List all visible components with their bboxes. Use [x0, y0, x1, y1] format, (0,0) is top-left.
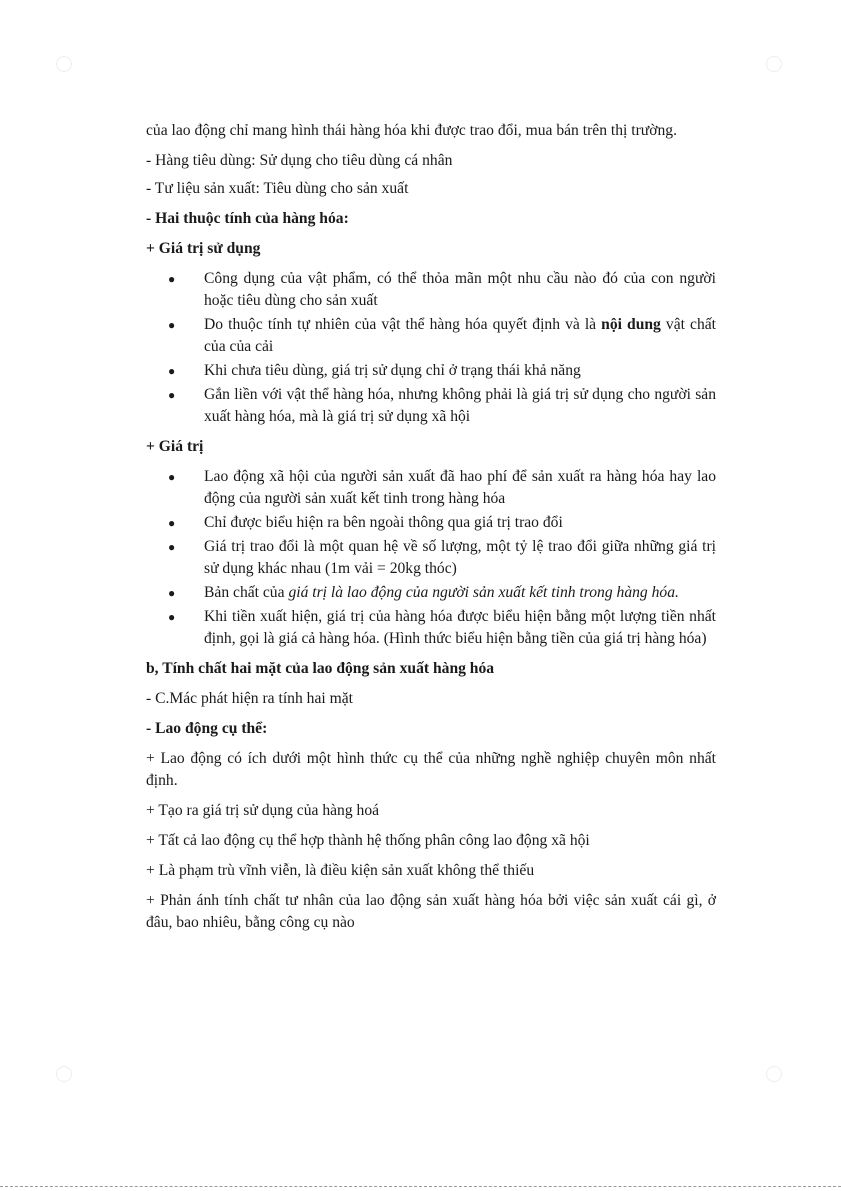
list-item: ● Giá trị trao đổi là một quan hệ về số lượng, một tỷ lệ trao đổi giữa những giá trị sử dụng khác nhau (1m vải = 20kg thóc) — [168, 538, 716, 577]
bullet-icon: ● — [168, 610, 176, 624]
goods-type-consumer: - Hàng tiêu dùng: Sử dụng cho tiêu dùng cá nhân — [146, 152, 453, 169]
list-item: ● Khi chưa tiêu dùng, giá trị sử dụng chỉ ở trạng thái khả năng — [146, 360, 716, 382]
list-item: ● Công dụng của vật phẩm, có thể thỏa mãn một nhu cầu nào đó của con người hoặc tiêu dùng cho sản xuất — [168, 270, 716, 309]
concrete-labor-point: + Là phạm trù vĩnh viễn, là điều kiện sản xuất không thể thiếu — [146, 862, 535, 879]
bullet-icon: ● — [168, 586, 176, 600]
list-item: ● Khi tiền xuất hiện, giá trị của hàng hóa được biểu hiện bằng một lượng tiền nhất định, gọi là giá cả hàng hóa. (Hình thức biểu hiện bằng tiền của giá trị hàng hóa) — [168, 608, 716, 647]
page-bottom-edge — [0, 1186, 841, 1187]
concrete-labor-point: + Phản ánh tính chất tư nhân của lao động sản xuất hàng hóa bởi việc sản xuất cái gì, ở đâu, bao nhiêu, bằng công cụ nào — [146, 892, 716, 931]
list-item: ● Gắn liền với vật thể hàng hóa, nhưng không phải là giá trị sử dụng cho người sản xuất hàng hóa, mà là giá trị sử dụng xã hội — [168, 386, 716, 425]
bullet-icon: ● — [168, 318, 176, 332]
use-value-list — [146, 268, 716, 428]
concrete-labor-point: + Lao động có ích dưới một hình thức cụ thể của những nghề nghiệp chuyên môn nhất định. — [146, 750, 716, 789]
list-item: ● Do thuộc tính tự nhiên của vật thể hàng hóa quyết định và là nội dung vật chất của của cải — [168, 316, 717, 355]
value-list — [146, 466, 716, 650]
concrete-labor-heading: - Lao động cụ thể: — [146, 720, 268, 737]
scan-corner-mark — [766, 1066, 782, 1082]
bullet-icon: ● — [168, 388, 176, 402]
emphasis-bold: nội dung — [601, 316, 661, 333]
section-b-heading: b, Tính chất hai mặt của lao động sản xuất hàng hóa — [146, 660, 495, 677]
emphasis-italic: giá trị là lao động của người sản xuất kết tinh trong hàng hóa. — [288, 584, 679, 601]
document-body — [146, 120, 716, 942]
goods-type-production: - Tư liệu sản xuất: Tiêu dùng cho sản xuất — [146, 180, 409, 197]
bullet-icon: ● — [168, 364, 176, 378]
concrete-labor-point: + Tất cả lao động cụ thể hợp thành hệ thống phân công lao động xã hội — [146, 832, 590, 849]
list-item: ● Bản chất của giá trị là lao động của người sản xuất kết tinh trong hàng hóa. — [146, 582, 716, 604]
bullet-icon: ● — [168, 272, 176, 286]
scan-corner-mark — [56, 1066, 72, 1082]
scan-corner-mark — [766, 56, 782, 72]
section-b-intro: - C.Mác phát hiện ra tính hai mặt — [146, 690, 353, 707]
intro-paragraph: của lao động chỉ mang hình thái hàng hóa khi được trao đổi, mua bán trên thị trường. — [146, 122, 677, 139]
bullet-icon: ● — [168, 540, 176, 554]
bullet-icon: ● — [168, 516, 176, 530]
scan-corner-mark — [56, 56, 72, 72]
two-attributes-heading: - Hai thuộc tính của hàng hóa: — [146, 210, 349, 227]
bullet-icon: ● — [168, 470, 176, 484]
list-item: ● Lao động xã hội của người sản xuất đã hao phí để sản xuất ra hàng hóa hay lao động của người sản xuất kết tinh trong hàng hóa — [168, 468, 716, 507]
use-value-heading: + Giá trị sử dụng — [146, 240, 261, 257]
list-item: ● Chỉ được biểu hiện ra bên ngoài thông qua giá trị trao đổi — [146, 512, 716, 534]
concrete-labor-point: + Tạo ra giá trị sử dụng của hàng hoá — [146, 802, 380, 819]
value-heading: + Giá trị — [146, 438, 204, 455]
